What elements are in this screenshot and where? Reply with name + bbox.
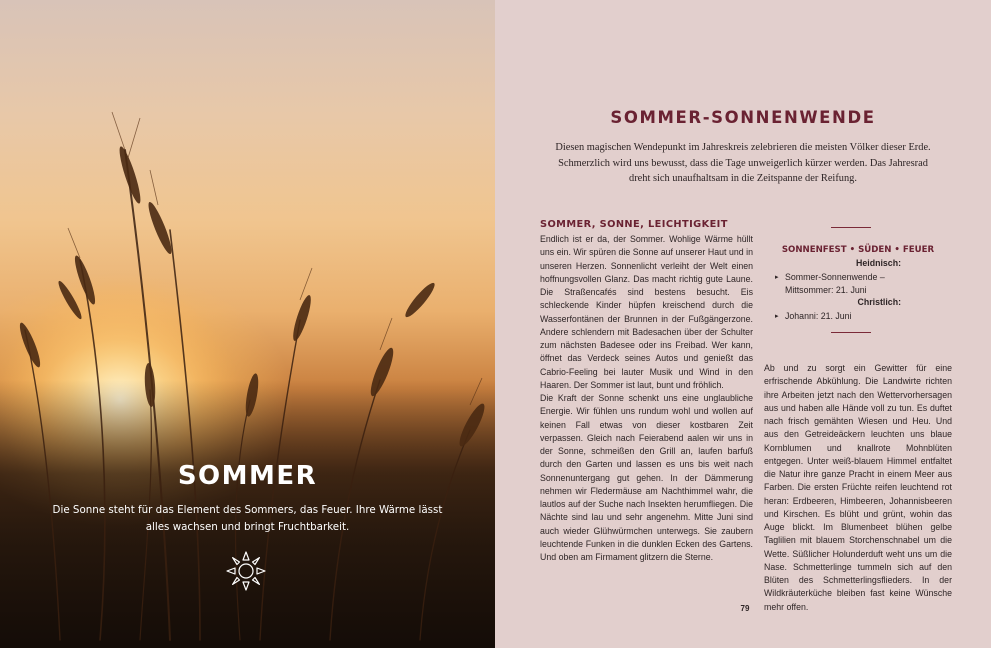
sidebar-item: [775, 310, 905, 323]
page-number: 79: [740, 604, 750, 613]
column-two: Ab und zu sorgt ein Gewitter für eine erfrischende Abkühlung. Die Landwirte richten ihre Arbeiten jetzt nach den Wettervorhersagen aus und haben alle Hände voll zu tun. Es duftet nach frisch gemähten Wiesen und Heu. Und aus den Getreideäckern leuchten uns blaue Kornblumen und knallrote Mohnblüten entgegen. Unter weiß-blauem Himmel entfaltet die Natur ihre ganze Pracht in einem Meer aus Farben. Die ersten Früchte reifen leuchtend rot heran: Erdbeeren, Himbeeren, Johannisbeeren und Kirschen. Es blüht und grünt, wohin das Auge blickt. Im Blumenbeet blühen gelbe Taglilien mit blauem Storchenschnabel um die Wette. Süßlicher Holunderduft weht uns um die Nase. Schmetterlinge tummeln sich auf den Blüten des Schmetterlingsflieders. In der Wildkräuterküche bleiben fast keine Wünsche mehr offen.: [764, 363, 952, 612]
sidebar-heading: SONNENFEST • SÜDEN • FEUER: [781, 245, 935, 255]
sun-icon: [224, 549, 268, 593]
sidebar-item: [775, 271, 905, 297]
column-one-paragraph: Endlich ist er da, der Sommer. Wohlige Wärme hüllt uns ein. Wir spüren die Sonne auf unserer Haut und in unseren Herzen. Sonnenlicht verleiht der Welt einen hoffnungsvollen Glanz. Das macht richtig gute Laune. Die Straßencafés sind bestens besucht. Eis schleckende Kinder hüpfen kreischend durch die Wasserfontänen der Brunnen in der Fußgängerzone. Andere schlendern mit Badesachen über der Schulter zum nächsten Badesee oder ins Freibad. Wer kann, öffnet das Verdeck seines Autos und genießt das Cabrio-Feeling bei lauter Musik und Wind in den Haaren. Der Sommer ist laut, bunt und fröhlich.: [540, 234, 753, 390]
text-page: [495, 0, 991, 648]
column-one-paragraph: Die Kraft der Sonne schenkt uns eine unglaubliche Energie. Wir fühlen uns rundum wohl und wollen auf keinen Fall etwas von dieser kostbaren Zeit verpassen. Gleich nach Feierabend aalen wir uns in der Sonne, schmeißen den Grill an, laufen barfuß durch den Garten und lassen es uns bis weit nach Sonnenuntergang gut gehen. In der Dämmerung nehmen wir Fledermäuse am Nachthimmel wahr, die lautlos auf der Suche nach Insekten herumfliegen. Die Nächte sind lau und sehr angenehm. Mitte Juni sind auch wieder Glühwürmchen unterwegs. Sie zaubern leuchtende Funken in die dunklen Ecken des Gartens. Und oben am Firmament glitzern die Sterne.: [540, 393, 753, 562]
column-one: [540, 233, 753, 564]
sidebar-label-christlich: Christlich:: [857, 297, 901, 307]
sidebar-item-text: Sommer-Sonnenwende – Mittsommer: 21. Juni: [785, 272, 885, 295]
divider: [831, 227, 871, 228]
sidebar-item-text: Johanni: 21. Juni: [785, 311, 852, 321]
page-title: SOMMER-SONNENWENDE: [610, 108, 876, 127]
section-heading: SOMMER, SONNE, LEICHTIGKEIT: [540, 219, 728, 230]
season-description: Die Sonne steht für das Element des Sommers, das Feuer. Ihre Wärme lässt alles wachsen und bringt Fruchtbarkeit.: [52, 504, 443, 533]
intro-paragraph: Diesen magischen Wendepunkt im Jahreskreis zelebrieren die meisten Völker dieser Erde. Schmerzlich wird uns bewusst, dass die Tage unweigerlich kürzer werden. Das Jahresrad dreht sich unaufhaltsam in die Zeitspanne der Reifung.: [555, 142, 931, 184]
season-title: SOMMER: [177, 461, 318, 491]
sidebar-label-heidnisch: Heidnisch:: [856, 258, 901, 268]
bullet-icon: ▸: [775, 313, 779, 320]
bullet-icon: ▸: [775, 274, 779, 281]
photo-page: [0, 0, 495, 648]
divider: [831, 332, 871, 333]
